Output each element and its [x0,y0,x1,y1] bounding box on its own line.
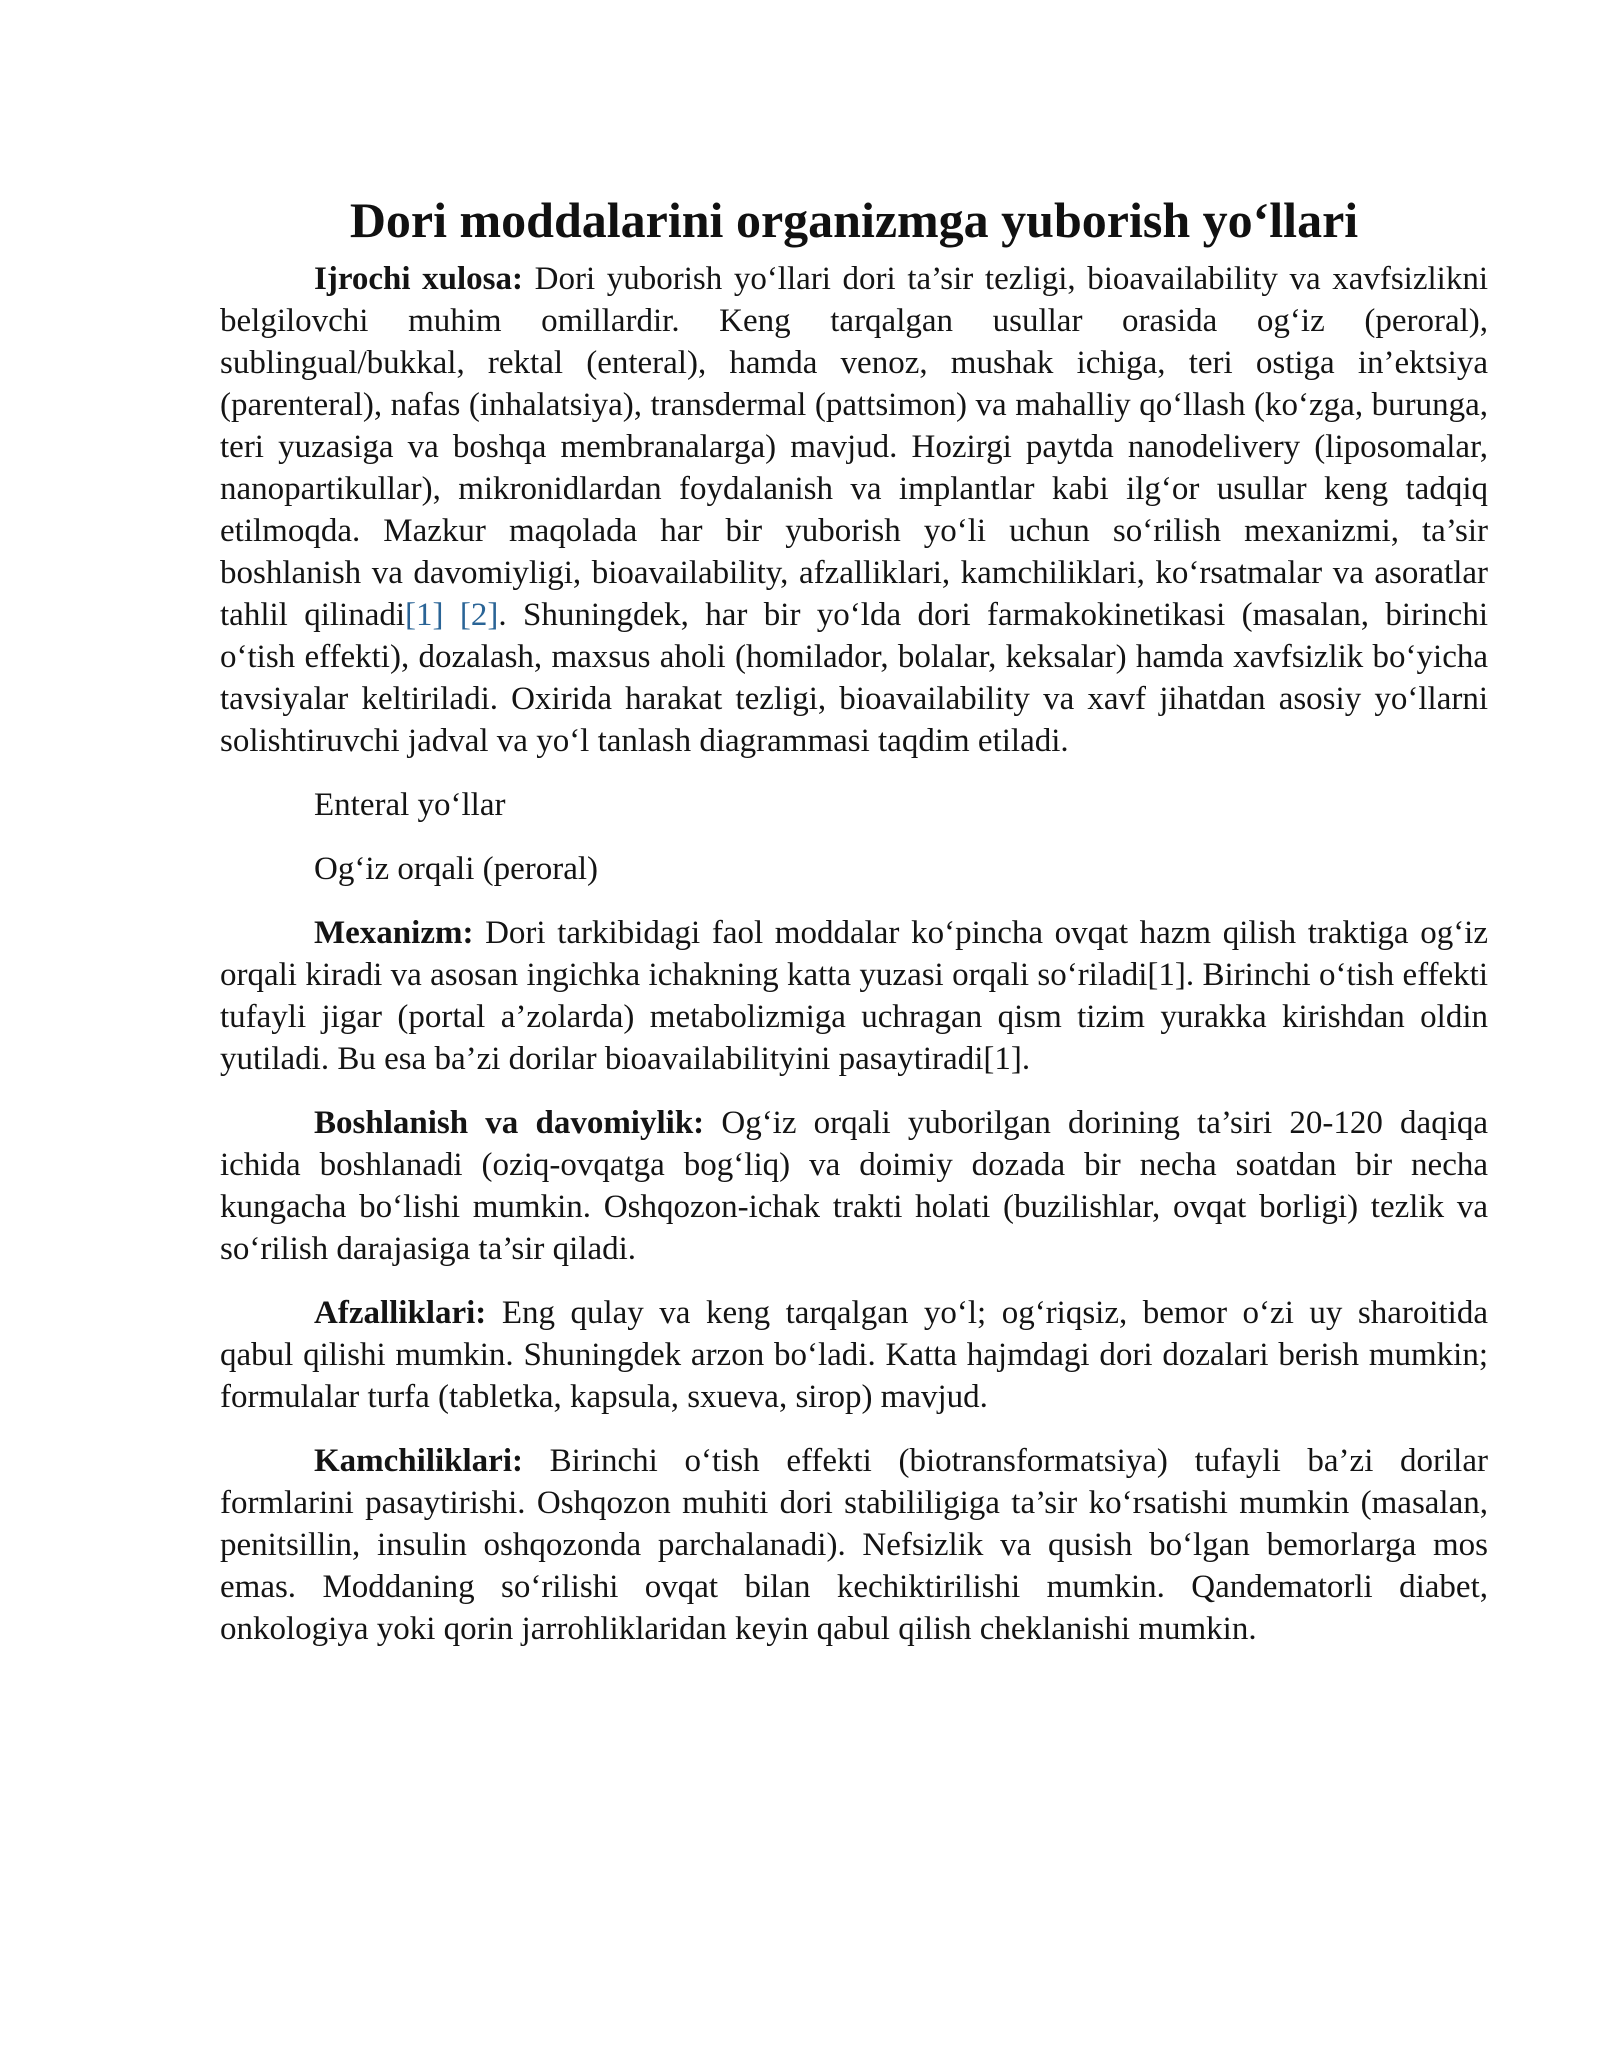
reference-link-1[interactable]: [1] [405,597,444,633]
disadvantages-paragraph [220,1440,1488,1650]
executive-summary-text: Dori yuborish yo‘llari dori ta’sir tezligi, bioavailability va xavfsizlikni belgilovchi muhim omillardir. Keng tarqalgan usullar orasida og‘iz (peroral), sublingual/bukkal, rektal (enteral), hamda venoz, mushak ichiga, teri ostiga in’ektsiya (parenteral), nafas (inhalatsiya), transdermal (pattsimon) va mahalliy qo‘llash (ko‘zga, burunga, teri yuzasiga va boshqa membranalarga) mavjud. Hozirgi paytda nanodelivery (liposomalar, nanopartikullar), mikronidlardan foydalanish va implantlar kabi ilg‘or usullar keng tadqiq etilmoqda. Mazkur maqolada har bir yuborish yo‘li uchun so‘rilish mexanizmi, ta’sir boshlanish va davomiyligi, bioavailability, afzalliklari, kamchiliklari, ko‘rsatmalar va asoratlar tahlil qilinadi [220,261,1489,633]
disadvantages-text: Birinchi o‘tish effekti (biotransformatsiya) tufayli ba’zi dorilar formlarini pasaytirishi. Oshqozon muhiti dori stabililigiga ta’sir ko‘rsatishi mumkin (masalan, penitsillin, insulin oshqozonda parchalanadi). Nefsizlik va qusish bo‘lgan bemorlarga mos emas. Moddaning so‘rilishi ovqat bilan kechiktirilishi mumkin. Qandematorli diabet, onkologiya yoki qorin jarrohliklaridan keyin qabul qilish cheklanishi mumkin. [220,1443,1488,1647]
mechanism-text: Dori tarkibidagi faol moddalar ko‘pincha ovqat hazm qilish traktiga og‘iz orqali kiradi va asosan ingichka ichakning katta yuzasi orqali so‘riladi[1]. Birinchi o‘tish effekti tufayli jigar (portal a’zolarda) metabolizmiga uchragan qism tizim yurakka kirishdan oldin yutiladi. Bu esa ba’zi dorilar bioavailabilityini pasaytiradi[1]. [220,915,1488,1077]
document-page [220,190,1488,1672]
executive-summary-label: Ijrochi xulosa: [314,261,524,297]
subsection-heading-oral: Og‘iz orqali (peroral) [314,851,599,887]
advantages-label: Afzalliklari: [314,1295,487,1331]
section-heading-enteral: Enteral yo‘llar [314,787,506,823]
executive-summary-text-continued: . Shuningdek, har bir yo‘lda dori farmakokinetikasi (masalan, birinchi o‘tish effekti), dozalash, maxsus aholi (homilador, bolalar, keksalar) hamda xavfsizlik bo‘yicha tavsiyalar keltiriladi. Oxirida harakat tezligi, bioavailability va xavf jihatdan asosiy yo‘llarni solishtiruvchi jadval va yo‘l tanlash diagrammasi taqdim etiladi. [220,597,1488,759]
mechanism-paragraph [220,912,1488,1080]
advantages-paragraph [220,1292,1488,1418]
document-title: Dori moddalarini organizmga yuborish yo‘llari [349,192,1359,248]
reference-link-2[interactable]: [2] [459,597,499,633]
mechanism-label: Mexanizm: [314,915,474,951]
advantages-text: Eng qulay va keng tarqalgan yo‘l; og‘riqsiz, bemor o‘zi uy sharoitida qabul qilishi mumkin. Shuningdek arzon bo‘ladi. Katta hajmdagi dori dozalari berish mumkin; formulalar turfa (tabletka, kapsula, sxueva, sirop) mavjud. [220,1295,1488,1415]
disadvantages-label: Kamchiliklari: [314,1443,523,1479]
onset-duration-paragraph [220,1102,1488,1270]
executive-summary [220,258,1488,762]
onset-duration-text: Og‘iz orqali yuborilgan dorining ta’siri 20-120 daqiqa ichida boshlanadi (oziq-ovqatga bog‘liq) va doimiy dozada bir necha soatdan bir necha kungacha bo‘lishi mumkin. Oshqozon-ichak trakti holati (buzilishlar, ovqat borligi) tezlik va so‘rilish darajasiga ta’sir qiladi. [220,1105,1489,1267]
onset-duration-label: Boshlanish va davomiylik: [314,1105,705,1141]
